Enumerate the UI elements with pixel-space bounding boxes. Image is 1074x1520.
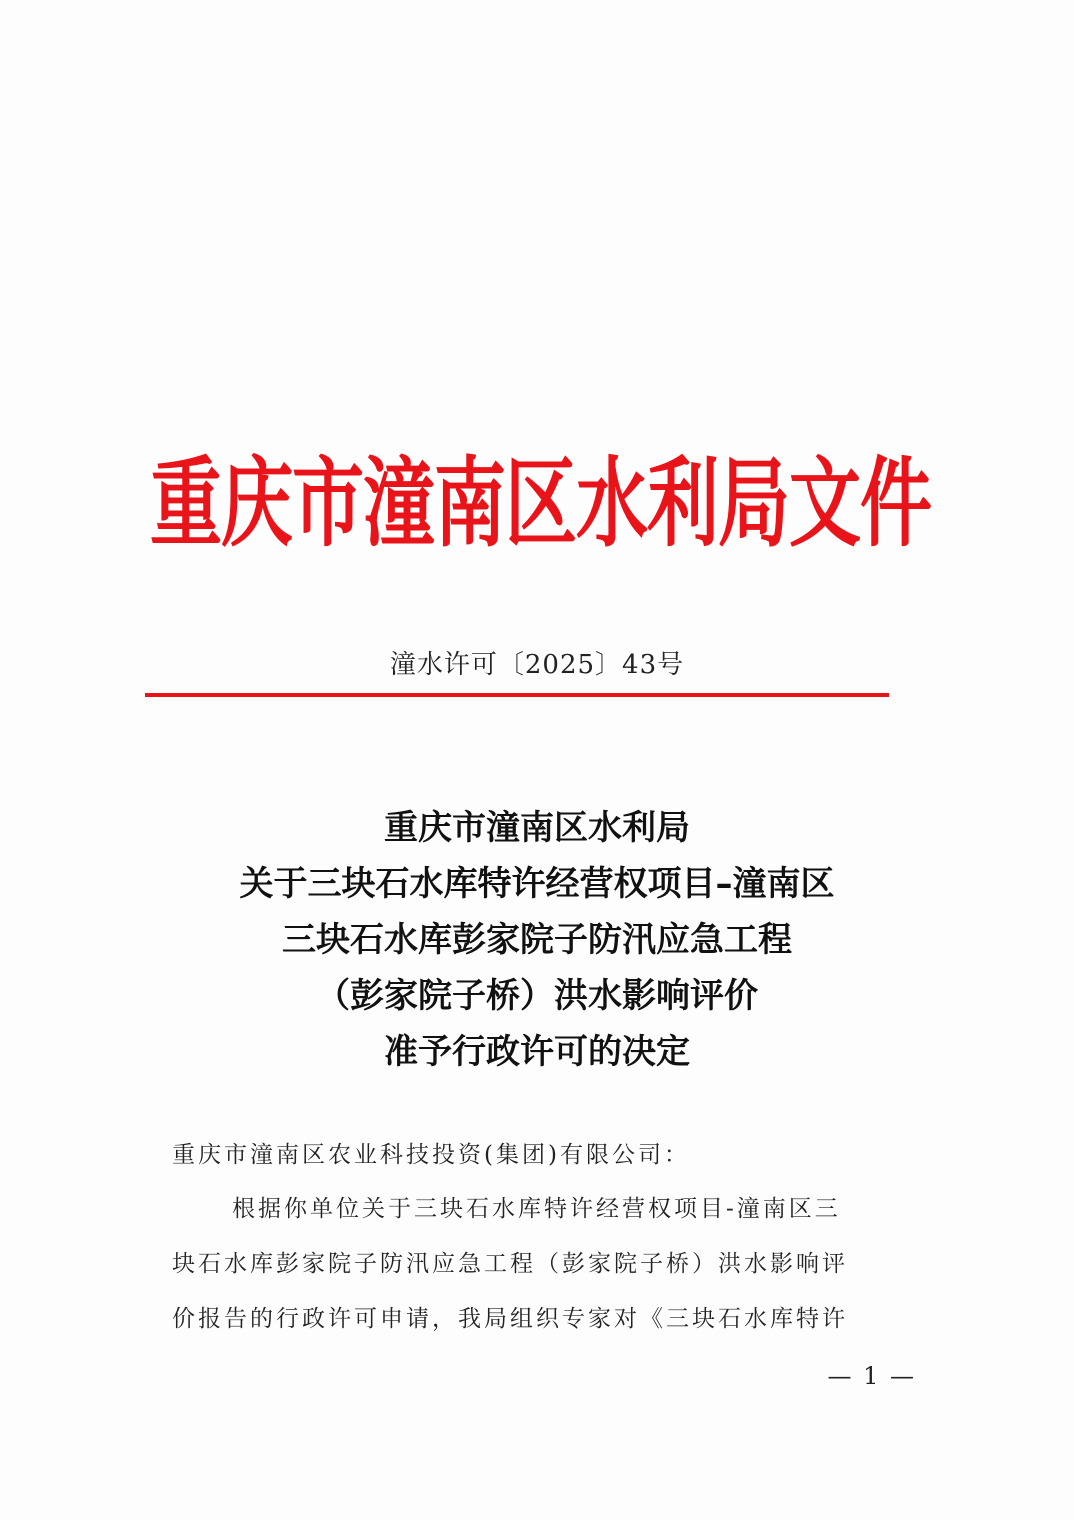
title-line: 准予行政许可的决定 [384,1032,690,1072]
document-number: 潼水许可〔2025〕43号 [389,650,685,680]
title-line: （彭家院子桥）洪水影响评价 [316,976,758,1016]
title-line: 关于三块石水库特许经营权项目–潼南区 [239,864,835,904]
body-paragraph-line: 块石水库彭家院子防汛应急工程（彭家院子桥）洪水影响评 [172,1251,848,1277]
title-line: 重庆市潼南区水利局 [384,808,690,848]
page-number: — 1 — [827,1362,916,1390]
addressee: 重庆市潼南区农业科技投资(集团)有限公司： [172,1142,690,1168]
red-divider-line [145,693,889,697]
body-paragraph-line: 根据你单位关于三块石水库特许经营权项目-潼南区三 [232,1196,841,1222]
agency-red-header: 重庆市潼南区水利局文件 [150,446,932,560]
body-paragraph-line: 价报告的行政许可申请，我局组织专家对《三块石水库特许 [172,1306,848,1332]
document-title [0,800,1074,1080]
title-line: 三块石水库彭家院子防汛应急工程 [282,920,792,960]
